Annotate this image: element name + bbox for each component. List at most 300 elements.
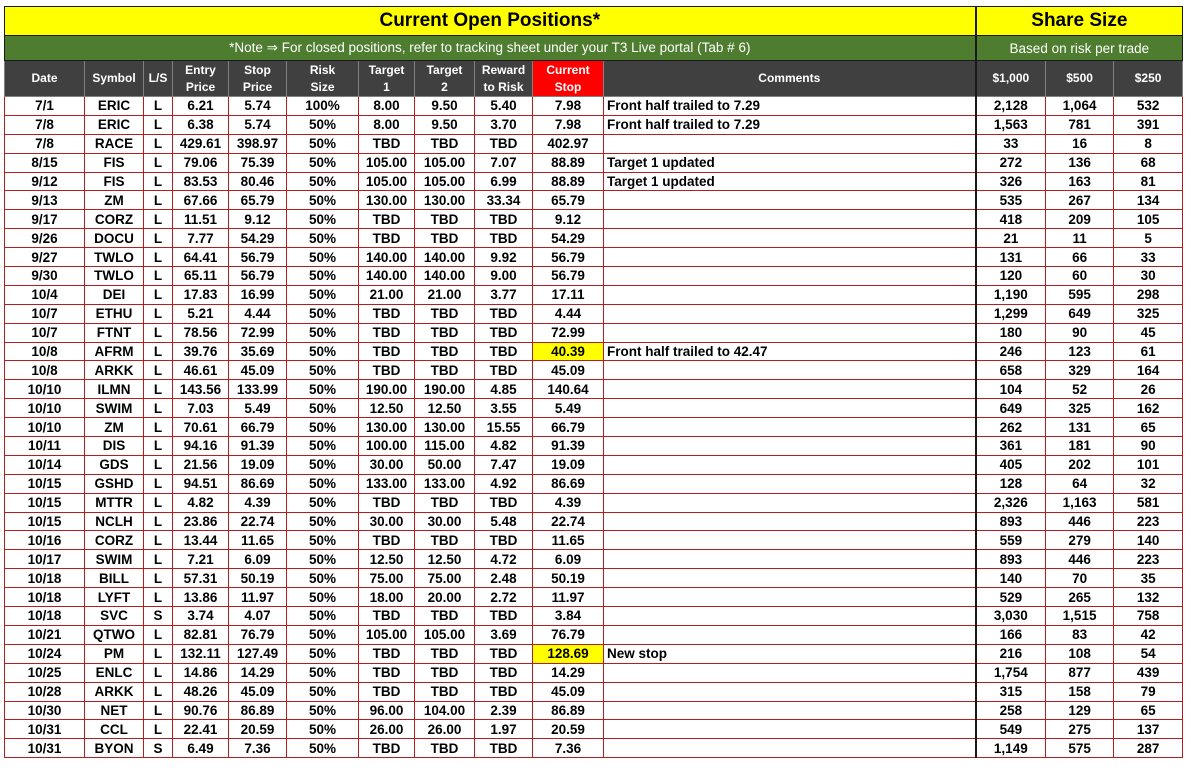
- table-row: [5, 682, 1183, 701]
- long-short-cell: L: [144, 210, 173, 229]
- comments-cell: [604, 285, 976, 304]
- risk-size-cell: 50%: [287, 512, 359, 531]
- reward-to-risk-cell: 3.55: [475, 399, 533, 418]
- symbol-cell: ARKK: [85, 682, 144, 701]
- target-2-cell: 105.00: [415, 153, 475, 172]
- comments-cell: [604, 191, 976, 210]
- shares-500-cell: 129: [1046, 701, 1114, 720]
- table-row: [5, 229, 1183, 248]
- target-1-cell: 8.00: [359, 97, 415, 116]
- date-cell: 10/18: [5, 569, 85, 588]
- reward-to-risk-cell: TBD: [475, 361, 533, 380]
- shares-500-cell: 1,515: [1046, 607, 1114, 626]
- stop-price-cell: 11.65: [229, 531, 287, 550]
- symbol-cell: NET: [85, 701, 144, 720]
- target-2-cell: TBD: [415, 663, 475, 682]
- table-row: [5, 285, 1183, 304]
- table-row: [5, 607, 1183, 626]
- comments-cell: [604, 720, 976, 739]
- shares-250-cell: 32: [1114, 474, 1183, 493]
- stop-price-cell: 5.74: [229, 97, 287, 116]
- target-1-cell: 140.00: [359, 248, 415, 267]
- current-stop-cell: 3.84: [533, 607, 604, 626]
- risk-size-cell: 50%: [287, 663, 359, 682]
- target-1-cell: TBD: [359, 229, 415, 248]
- column-header-line: Size: [310, 79, 335, 94]
- symbol-cell: FIS: [85, 153, 144, 172]
- date-cell: 10/31: [5, 720, 85, 739]
- shares-250-cell: 758: [1114, 607, 1183, 626]
- long-short-cell: L: [144, 267, 173, 286]
- table-row: [5, 418, 1183, 437]
- shares-250-cell: 325: [1114, 304, 1183, 323]
- column-header-shares-1000: [976, 61, 1046, 97]
- target-2-cell: 75.00: [415, 569, 475, 588]
- column-header-line: Entry: [185, 62, 216, 77]
- shares-1000-cell: 120: [976, 267, 1046, 286]
- table-row: [5, 644, 1183, 663]
- column-header-line: Stop: [244, 62, 271, 77]
- stop-price-cell: 11.97: [229, 588, 287, 607]
- column-header-line: $250: [1134, 71, 1162, 85]
- shares-500-cell: 11: [1046, 229, 1114, 248]
- symbol-cell: CCL: [85, 720, 144, 739]
- shares-500-cell: 123: [1046, 342, 1114, 361]
- date-cell: 10/10: [5, 418, 85, 437]
- shares-1000-cell: 893: [976, 512, 1046, 531]
- entry-price-cell: 4.82: [173, 493, 229, 512]
- column-header-line: Risk: [309, 62, 336, 77]
- target-2-cell: 130.00: [415, 191, 475, 210]
- date-cell: 7/1: [5, 97, 85, 116]
- target-2-cell: 12.50: [415, 550, 475, 569]
- risk-size-cell: 50%: [287, 380, 359, 399]
- shares-500-cell: 16: [1046, 134, 1114, 153]
- symbol-cell: DOCU: [85, 229, 144, 248]
- symbol-cell: TWLO: [85, 267, 144, 286]
- symbol-cell: CORZ: [85, 531, 144, 550]
- shares-500-cell: 90: [1046, 323, 1114, 342]
- shares-1000-cell: 535: [976, 191, 1046, 210]
- column-header-line: $500: [1066, 71, 1093, 85]
- column-header-line: Price: [185, 79, 216, 94]
- current-stop-cell: 50.19: [533, 569, 604, 588]
- long-short-cell: L: [144, 191, 173, 210]
- target-1-cell: 18.00: [359, 588, 415, 607]
- risk-size-cell: 50%: [287, 134, 359, 153]
- risk-size-cell: 50%: [287, 474, 359, 493]
- reward-to-risk-cell: 2.72: [475, 588, 533, 607]
- date-cell: 9/13: [5, 191, 85, 210]
- reward-to-risk-cell: TBD: [475, 493, 533, 512]
- risk-size-cell: 50%: [287, 418, 359, 437]
- target-1-cell: TBD: [359, 682, 415, 701]
- reward-to-risk-cell: 33.34: [475, 191, 533, 210]
- symbol-cell: ZM: [85, 418, 144, 437]
- long-short-cell: L: [144, 437, 173, 456]
- shares-500-cell: 52: [1046, 380, 1114, 399]
- table-row: [5, 97, 1183, 116]
- stop-price-cell: 14.29: [229, 663, 287, 682]
- date-cell: 10/18: [5, 588, 85, 607]
- risk-size-cell: 100%: [287, 97, 359, 116]
- risk-size-cell: 50%: [287, 588, 359, 607]
- stop-price-cell: 65.79: [229, 191, 287, 210]
- column-header-line: Comments: [758, 71, 821, 85]
- target-1-cell: 21.00: [359, 285, 415, 304]
- current-stop-cell: 6.09: [533, 550, 604, 569]
- date-cell: 10/30: [5, 701, 85, 720]
- shares-1000-cell: 559: [976, 531, 1046, 550]
- long-short-cell: L: [144, 229, 173, 248]
- current-stop-cell: 40.39: [533, 342, 604, 361]
- entry-price-cell: 48.26: [173, 682, 229, 701]
- table-row: [5, 474, 1183, 493]
- table-row: [5, 191, 1183, 210]
- comments-cell: Front half trailed to 42.47: [604, 342, 976, 361]
- target-2-cell: 30.00: [415, 512, 475, 531]
- column-header-row: [5, 61, 1183, 97]
- target-2-cell: TBD: [415, 134, 475, 153]
- target-1-cell: 8.00: [359, 115, 415, 134]
- current-stop-cell: 88.89: [533, 172, 604, 191]
- symbol-cell: DEI: [85, 285, 144, 304]
- reward-to-risk-cell: TBD: [475, 134, 533, 153]
- shares-250-cell: 79: [1114, 682, 1183, 701]
- shares-500-cell: 1,064: [1046, 97, 1114, 116]
- stop-price-cell: 6.09: [229, 550, 287, 569]
- stop-price-cell: 5.49: [229, 399, 287, 418]
- date-cell: 10/11: [5, 437, 85, 456]
- shares-1000-cell: 180: [976, 323, 1046, 342]
- current-stop-cell: 17.11: [533, 285, 604, 304]
- column-header-reward-to-risk: [475, 61, 533, 97]
- date-cell: 10/14: [5, 455, 85, 474]
- shares-250-cell: 26: [1114, 380, 1183, 399]
- table-row: [5, 153, 1183, 172]
- date-cell: 9/27: [5, 248, 85, 267]
- target-2-cell: TBD: [415, 493, 475, 512]
- table-row: [5, 323, 1183, 342]
- shares-500-cell: 202: [1046, 455, 1114, 474]
- target-2-cell: TBD: [415, 304, 475, 323]
- date-cell: 10/28: [5, 682, 85, 701]
- shares-500-cell: 267: [1046, 191, 1114, 210]
- table-row: [5, 267, 1183, 286]
- date-cell: 10/16: [5, 531, 85, 550]
- date-cell: 10/31: [5, 739, 85, 758]
- target-2-cell: 26.00: [415, 720, 475, 739]
- comments-cell: [604, 455, 976, 474]
- risk-size-cell: 50%: [287, 739, 359, 758]
- current-stop-cell: 56.79: [533, 267, 604, 286]
- comments-cell: [604, 663, 976, 682]
- entry-price-cell: 11.51: [173, 210, 229, 229]
- symbol-cell: MTTR: [85, 493, 144, 512]
- symbol-cell: SVC: [85, 607, 144, 626]
- risk-size-cell: 50%: [287, 455, 359, 474]
- shares-250-cell: 5: [1114, 229, 1183, 248]
- page-title: Current Open Positions*: [5, 7, 976, 36]
- long-short-cell: L: [144, 134, 173, 153]
- column-header-comments: [604, 61, 976, 97]
- reward-to-risk-cell: 4.72: [475, 550, 533, 569]
- shares-250-cell: 391: [1114, 115, 1183, 134]
- symbol-cell: ENLC: [85, 663, 144, 682]
- shares-250-cell: 35: [1114, 569, 1183, 588]
- reward-to-risk-cell: 4.82: [475, 437, 533, 456]
- shares-1000-cell: 21: [976, 229, 1046, 248]
- shares-250-cell: 54: [1114, 644, 1183, 663]
- target-1-cell: TBD: [359, 663, 415, 682]
- comments-cell: [604, 248, 976, 267]
- current-stop-cell: 9.12: [533, 210, 604, 229]
- entry-price-cell: 6.21: [173, 97, 229, 116]
- stop-price-cell: 75.39: [229, 153, 287, 172]
- reward-to-risk-cell: 3.69: [475, 625, 533, 644]
- symbol-cell: CORZ: [85, 210, 144, 229]
- reward-to-risk-cell: TBD: [475, 210, 533, 229]
- comments-cell: [604, 474, 976, 493]
- shares-250-cell: 33: [1114, 248, 1183, 267]
- entry-price-cell: 7.21: [173, 550, 229, 569]
- target-2-cell: 190.00: [415, 380, 475, 399]
- long-short-cell: L: [144, 455, 173, 474]
- shares-1000-cell: 1,563: [976, 115, 1046, 134]
- target-2-cell: 12.50: [415, 399, 475, 418]
- table-row: [5, 342, 1183, 361]
- risk-size-cell: 50%: [287, 720, 359, 739]
- entry-price-cell: 132.11: [173, 644, 229, 663]
- date-cell: 10/15: [5, 474, 85, 493]
- comments-cell: [604, 437, 976, 456]
- table-row: [5, 210, 1183, 229]
- stop-price-cell: 91.39: [229, 437, 287, 456]
- date-cell: 10/4: [5, 285, 85, 304]
- comments-cell: [604, 493, 976, 512]
- entry-price-cell: 39.76: [173, 342, 229, 361]
- long-short-cell: L: [144, 474, 173, 493]
- entry-price-cell: 83.53: [173, 172, 229, 191]
- comments-cell: [604, 380, 976, 399]
- reward-to-risk-cell: 5.40: [475, 97, 533, 116]
- current-stop-cell: 7.98: [533, 97, 604, 116]
- date-cell: 10/15: [5, 493, 85, 512]
- column-header-line: Target: [426, 62, 463, 77]
- stop-price-cell: 4.39: [229, 493, 287, 512]
- long-short-cell: L: [144, 493, 173, 512]
- symbol-cell: SWIM: [85, 550, 144, 569]
- comments-cell: Front half trailed to 7.29: [604, 115, 976, 134]
- reward-to-risk-cell: TBD: [475, 304, 533, 323]
- comments-cell: [604, 399, 976, 418]
- target-2-cell: TBD: [415, 229, 475, 248]
- entry-price-cell: 46.61: [173, 361, 229, 380]
- table-row: [5, 531, 1183, 550]
- target-2-cell: TBD: [415, 644, 475, 663]
- target-2-cell: 105.00: [415, 625, 475, 644]
- comments-cell: [604, 588, 976, 607]
- current-stop-cell: 45.09: [533, 682, 604, 701]
- table-row: [5, 701, 1183, 720]
- target-2-cell: 140.00: [415, 267, 475, 286]
- reward-to-risk-cell: 3.70: [475, 115, 533, 134]
- shares-500-cell: 265: [1046, 588, 1114, 607]
- target-1-cell: 130.00: [359, 191, 415, 210]
- shares-500-cell: 131: [1046, 418, 1114, 437]
- column-header-entry-price: [173, 61, 229, 97]
- table-row: [5, 304, 1183, 323]
- shares-250-cell: 223: [1114, 512, 1183, 531]
- shares-1000-cell: 2,128: [976, 97, 1046, 116]
- stop-price-cell: 127.49: [229, 644, 287, 663]
- target-2-cell: 104.00: [415, 701, 475, 720]
- target-2-cell: TBD: [415, 739, 475, 758]
- target-1-cell: 190.00: [359, 380, 415, 399]
- table-row: [5, 663, 1183, 682]
- risk-size-cell: 50%: [287, 267, 359, 286]
- shares-1000-cell: 128: [976, 474, 1046, 493]
- current-stop-cell: 7.98: [533, 115, 604, 134]
- target-2-cell: 105.00: [415, 172, 475, 191]
- share-size-title: Share Size: [976, 7, 1183, 36]
- long-short-cell: L: [144, 361, 173, 380]
- current-stop-cell: 65.79: [533, 191, 604, 210]
- reward-to-risk-cell: TBD: [475, 644, 533, 663]
- long-short-cell: L: [144, 323, 173, 342]
- comments-cell: [604, 361, 976, 380]
- current-stop-cell: 45.09: [533, 361, 604, 380]
- target-2-cell: TBD: [415, 323, 475, 342]
- target-1-cell: 12.50: [359, 399, 415, 418]
- shares-500-cell: 649: [1046, 304, 1114, 323]
- date-cell: 10/17: [5, 550, 85, 569]
- table-row: [5, 720, 1183, 739]
- shares-500-cell: 66: [1046, 248, 1114, 267]
- reward-to-risk-cell: 3.77: [475, 285, 533, 304]
- entry-price-cell: 13.44: [173, 531, 229, 550]
- column-header-line: Symbol: [92, 71, 136, 85]
- long-short-cell: L: [144, 285, 173, 304]
- date-cell: 9/12: [5, 172, 85, 191]
- table-row: [5, 134, 1183, 153]
- target-1-cell: 75.00: [359, 569, 415, 588]
- long-short-cell: L: [144, 550, 173, 569]
- comments-cell: [604, 701, 976, 720]
- reward-to-risk-cell: 1.97: [475, 720, 533, 739]
- date-cell: 9/17: [5, 210, 85, 229]
- stop-price-cell: 76.79: [229, 625, 287, 644]
- reward-to-risk-cell: 9.92: [475, 248, 533, 267]
- stop-price-cell: 66.79: [229, 418, 287, 437]
- shares-250-cell: 162: [1114, 399, 1183, 418]
- stop-price-cell: 56.79: [229, 248, 287, 267]
- target-2-cell: 115.00: [415, 437, 475, 456]
- stop-price-cell: 19.09: [229, 455, 287, 474]
- column-header-current-stop: [533, 61, 604, 97]
- target-2-cell: 21.00: [415, 285, 475, 304]
- target-1-cell: 12.50: [359, 550, 415, 569]
- target-1-cell: 26.00: [359, 720, 415, 739]
- risk-size-cell: 50%: [287, 153, 359, 172]
- comments-cell: [604, 739, 976, 758]
- risk-size-cell: 50%: [287, 115, 359, 134]
- comments-cell: [604, 210, 976, 229]
- current-stop-cell: 56.79: [533, 248, 604, 267]
- risk-size-cell: 50%: [287, 210, 359, 229]
- target-2-cell: 140.00: [415, 248, 475, 267]
- shares-1000-cell: 3,030: [976, 607, 1046, 626]
- table-row: [5, 550, 1183, 569]
- reward-to-risk-cell: 2.39: [475, 701, 533, 720]
- table-row: [5, 248, 1183, 267]
- comments-cell: Target 1 updated: [604, 153, 976, 172]
- long-short-cell: L: [144, 304, 173, 323]
- entry-price-cell: 3.74: [173, 607, 229, 626]
- risk-size-cell: 50%: [287, 644, 359, 663]
- target-1-cell: TBD: [359, 644, 415, 663]
- target-1-cell: TBD: [359, 210, 415, 229]
- risk-size-cell: 50%: [287, 531, 359, 550]
- entry-price-cell: 13.86: [173, 588, 229, 607]
- target-1-cell: TBD: [359, 323, 415, 342]
- long-short-cell: L: [144, 172, 173, 191]
- shares-500-cell: 1,163: [1046, 493, 1114, 512]
- shares-1000-cell: 2,326: [976, 493, 1046, 512]
- shares-500-cell: 781: [1046, 115, 1114, 134]
- long-short-cell: S: [144, 607, 173, 626]
- risk-size-cell: 50%: [287, 172, 359, 191]
- shares-1000-cell: 216: [976, 644, 1046, 663]
- symbol-cell: GDS: [85, 455, 144, 474]
- shares-250-cell: 90: [1114, 437, 1183, 456]
- shares-500-cell: 446: [1046, 512, 1114, 531]
- column-header-stop-price: [229, 61, 287, 97]
- entry-price-cell: 94.51: [173, 474, 229, 493]
- entry-price-cell: 67.66: [173, 191, 229, 210]
- stop-price-cell: 4.07: [229, 607, 287, 626]
- entry-price-cell: 7.03: [173, 399, 229, 418]
- date-cell: 10/21: [5, 625, 85, 644]
- shares-1000-cell: 1,299: [976, 304, 1046, 323]
- shares-250-cell: 137: [1114, 720, 1183, 739]
- shares-250-cell: 439: [1114, 663, 1183, 682]
- target-2-cell: TBD: [415, 682, 475, 701]
- stop-price-cell: 54.29: [229, 229, 287, 248]
- comments-cell: [604, 418, 976, 437]
- stop-price-cell: 45.09: [229, 361, 287, 380]
- positions-table: [4, 6, 1183, 758]
- shares-250-cell: 65: [1114, 418, 1183, 437]
- column-header-shares-250: [1114, 61, 1183, 97]
- target-1-cell: TBD: [359, 304, 415, 323]
- symbol-cell: PM: [85, 644, 144, 663]
- column-header-target-1: [359, 61, 415, 97]
- comments-cell: [604, 569, 976, 588]
- reward-to-risk-cell: 6.99: [475, 172, 533, 191]
- comments-cell: New stop: [604, 644, 976, 663]
- shares-1000-cell: 893: [976, 550, 1046, 569]
- comments-cell: [604, 323, 976, 342]
- risk-size-cell: 50%: [287, 304, 359, 323]
- target-1-cell: 140.00: [359, 267, 415, 286]
- current-stop-cell: 4.39: [533, 493, 604, 512]
- table-row: [5, 588, 1183, 607]
- shares-500-cell: 136: [1046, 153, 1114, 172]
- target-2-cell: TBD: [415, 607, 475, 626]
- column-header-line: Price: [242, 79, 273, 94]
- risk-size-cell: 50%: [287, 399, 359, 418]
